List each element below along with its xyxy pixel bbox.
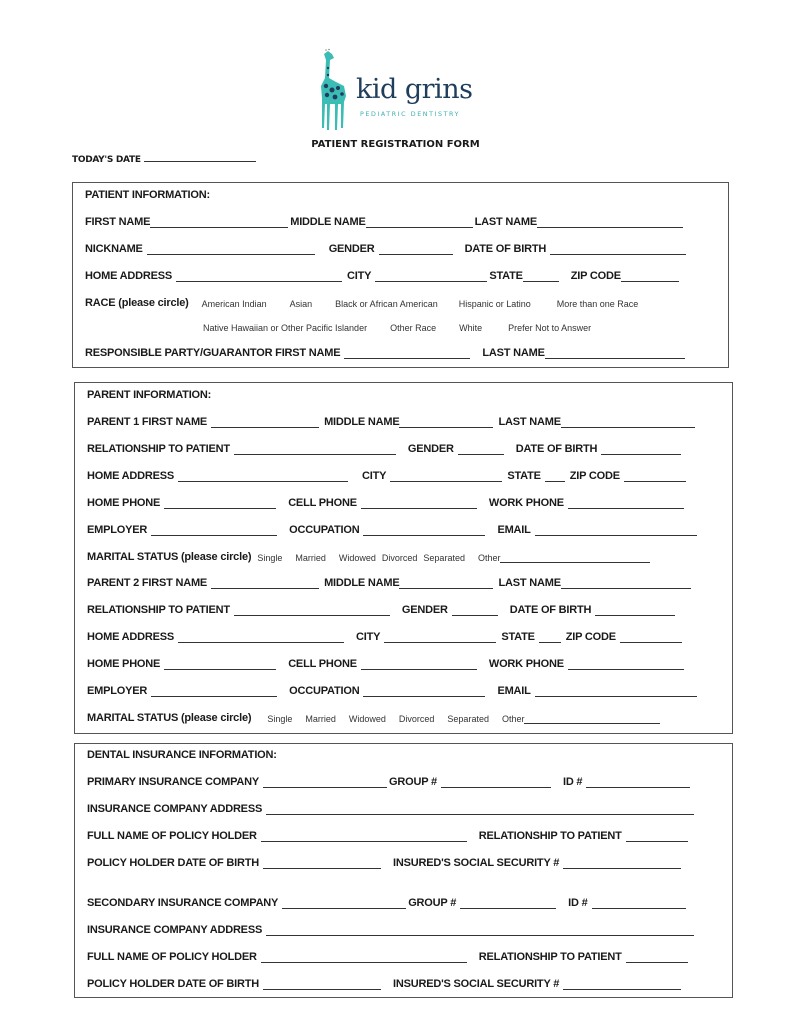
parent2-zip-label: ZIP CODE: [565, 631, 616, 643]
city-field[interactable]: [375, 271, 487, 282]
section-title: PATIENT INFORMATION:: [85, 189, 210, 201]
parent2-city-field[interactable]: [384, 632, 496, 643]
parent1-city-field[interactable]: [390, 471, 502, 482]
race-option[interactable]: American Indian: [201, 299, 267, 309]
primary-holder-dob-field[interactable]: [263, 858, 381, 869]
primary-policy-holder-field[interactable]: [261, 831, 467, 842]
todays-date-field[interactable]: [144, 153, 256, 162]
parent2-marital-other-field[interactable]: [524, 713, 660, 724]
todays-date-row: [72, 153, 256, 165]
form-title: PATIENT REGISTRATION FORM: [311, 139, 480, 150]
first-name-field[interactable]: [150, 217, 288, 228]
parent2-middle-name-field[interactable]: [399, 578, 493, 589]
parent1-home-address-label: HOME ADDRESS: [87, 470, 175, 482]
parent2-gender-label: GENDER: [401, 604, 448, 616]
secondary-id-label: ID #: [568, 897, 588, 909]
race-option[interactable]: Native Hawaiian or Other Pacific Islander: [203, 323, 368, 333]
parent2-occupation-field[interactable]: [363, 686, 485, 697]
guarantor-first-name-field[interactable]: [344, 348, 470, 359]
secondary-ssn-label: INSURED'S SOCIAL SECURITY #: [393, 978, 560, 990]
guarantor-last-name-label: LAST NAME: [482, 347, 545, 359]
marital-option[interactable]: Married: [305, 714, 336, 724]
primary-policy-holder-label: FULL NAME OF POLICY HOLDER: [87, 830, 257, 842]
parent2-city-label: CITY: [356, 631, 381, 643]
parent1-zip-label: ZIP CODE: [569, 470, 620, 482]
parent1-first-name-label: PARENT 1 FIRST NAME: [87, 416, 208, 428]
parent2-work-phone-field[interactable]: [568, 659, 684, 670]
secondary-holder-dob-field[interactable]: [263, 979, 381, 990]
parent2-dob-field[interactable]: [595, 605, 675, 616]
parent1-email-field[interactable]: [535, 525, 697, 536]
parent1-marital-other-field[interactable]: [500, 552, 650, 563]
parent2-cell-phone-label: CELL PHONE: [288, 658, 357, 670]
secondary-ssn-field[interactable]: [563, 979, 681, 990]
secondary-policy-holder-label: FULL NAME OF POLICY HOLDER: [87, 951, 257, 963]
secondary-company-address-label: INSURANCE COMPANY ADDRESS: [87, 924, 263, 936]
dob-label: DATE OF BIRTH: [464, 243, 547, 255]
todays-date-label: TODAY'S DATE: [72, 155, 141, 165]
city-label: CITY: [347, 270, 372, 282]
parent2-email-label: EMAIL: [497, 685, 531, 697]
primary-company-field[interactable]: [263, 777, 387, 788]
state-label: STATE: [489, 270, 523, 282]
gender-label: GENDER: [328, 243, 375, 255]
dob-field[interactable]: [550, 244, 686, 255]
state-field[interactable]: [523, 271, 559, 282]
parent1-marital-label: MARITAL STATUS (please circle): [87, 551, 252, 563]
parent1-first-name-field[interactable]: [211, 417, 319, 428]
marital-option[interactable]: Single: [267, 714, 293, 724]
parent1-cell-phone-label: CELL PHONE: [288, 497, 357, 509]
middle-name-field[interactable]: [366, 217, 473, 228]
parent2-email-field[interactable]: [535, 686, 697, 697]
primary-group-label: GROUP #: [389, 776, 437, 788]
marital-option[interactable]: Other: [477, 553, 501, 563]
primary-ssn-label: INSURED'S SOCIAL SECURITY #: [393, 857, 560, 869]
secondary-company-field[interactable]: [282, 898, 406, 909]
marital-option[interactable]: Single: [257, 553, 283, 563]
parent1-city-label: CITY: [362, 470, 387, 482]
primary-group-field[interactable]: [441, 777, 551, 788]
race-option[interactable]: Black or African American: [335, 299, 438, 309]
parent1-last-name-field[interactable]: [561, 417, 695, 428]
parent2-dob-label: DATE OF BIRTH: [509, 604, 592, 616]
parent2-home-address-field[interactable]: [178, 632, 344, 643]
parent1-occupation-field[interactable]: [363, 525, 485, 536]
parent2-gender-field[interactable]: [452, 605, 498, 616]
parent2-first-name-field[interactable]: [211, 578, 319, 589]
marital-option[interactable]: Other: [501, 714, 525, 724]
middle-name-label: MIDDLE NAME: [290, 216, 366, 228]
marital-option[interactable]: Widowed: [348, 714, 386, 724]
secondary-id-field[interactable]: [592, 898, 686, 909]
parent1-employer-label: EMPLOYER: [87, 524, 148, 536]
parent2-middle-name-label: MIDDLE NAME: [324, 577, 400, 589]
parent1-relationship-label: RELATIONSHIP TO PATIENT: [87, 443, 230, 455]
primary-company-label: PRIMARY INSURANCE COMPANY: [87, 776, 260, 788]
parent2-relationship-label: RELATIONSHIP TO PATIENT: [87, 604, 230, 616]
parent2-first-name-label: PARENT 2 FIRST NAME: [87, 577, 208, 589]
parent1-home-phone-label: HOME PHONE: [87, 497, 161, 509]
parent2-work-phone-label: WORK PHONE: [488, 658, 564, 670]
primary-id-label: ID #: [562, 776, 583, 788]
parent2-last-name-field[interactable]: [561, 578, 691, 589]
race-option[interactable]: More than one Race: [556, 299, 639, 309]
parent1-work-phone-label: WORK PHONE: [488, 497, 564, 509]
parent2-occupation-label: OCCUPATION: [289, 685, 360, 697]
secondary-company-address-field[interactable]: [266, 925, 694, 936]
parent1-state-field[interactable]: [545, 471, 565, 482]
race-option[interactable]: Other Race: [390, 323, 437, 333]
race-option[interactable]: Prefer Not to Answer: [508, 323, 592, 333]
secondary-holder-dob-label: POLICY HOLDER DATE OF BIRTH: [87, 978, 260, 990]
guarantor-last-name-field[interactable]: [545, 348, 685, 359]
parent2-state-field[interactable]: [539, 632, 561, 643]
marital-option[interactable]: Separated: [423, 553, 465, 563]
parent2-home-phone-field[interactable]: [164, 659, 276, 670]
first-name-label: FIRST NAME: [85, 216, 151, 228]
secondary-group-label: GROUP #: [408, 897, 457, 909]
home-address-label: HOME ADDRESS: [85, 270, 173, 282]
kid-grins-logo: [318, 48, 478, 133]
zip-field[interactable]: [621, 271, 679, 282]
parent2-zip-field[interactable]: [620, 632, 682, 643]
marital-option[interactable]: Divorced: [381, 553, 418, 563]
parent1-employer-field[interactable]: [151, 525, 277, 536]
marital-option[interactable]: Separated: [447, 714, 489, 724]
race-option[interactable]: White: [459, 323, 483, 333]
secondary-group-field[interactable]: [460, 898, 556, 909]
secondary-company-label: SECONDARY INSURANCE COMPANY: [87, 897, 279, 909]
parent1-last-name-label: LAST NAME: [498, 416, 561, 428]
parent1-gender-field[interactable]: [458, 444, 504, 455]
secondary-relationship-label: RELATIONSHIP TO PATIENT: [478, 951, 622, 963]
gender-field[interactable]: [379, 244, 453, 255]
zip-label: ZIP CODE: [570, 270, 621, 282]
section-title: DENTAL INSURANCE INFORMATION:: [87, 749, 277, 761]
marital-option[interactable]: Married: [295, 553, 326, 563]
patient-information-section: [72, 182, 729, 368]
parent2-last-name-label: LAST NAME: [498, 577, 561, 589]
parent1-middle-name-field[interactable]: [399, 417, 493, 428]
parent2-state-label: STATE: [501, 631, 535, 643]
last-name-label: LAST NAME: [474, 216, 538, 228]
parent2-home-address-label: HOME ADDRESS: [87, 631, 175, 643]
primary-holder-dob-label: POLICY HOLDER DATE OF BIRTH: [87, 857, 260, 869]
guarantor-first-name-label: RESPONSIBLE PARTY/GUARANTOR FIRST NAME: [85, 347, 341, 359]
parent1-dob-label: DATE OF BIRTH: [515, 443, 598, 455]
nickname-label: NICKNAME: [85, 243, 143, 255]
parent1-zip-field[interactable]: [624, 471, 686, 482]
last-name-field[interactable]: [537, 217, 683, 228]
parent1-gender-label: GENDER: [407, 443, 454, 455]
brand-tagline: PEDIATRIC DENTISTRY: [360, 111, 461, 118]
dental-insurance-section: [74, 743, 733, 998]
parent2-cell-phone-field[interactable]: [361, 659, 477, 670]
race-option[interactable]: Asian: [289, 299, 313, 309]
home-address-field[interactable]: [176, 271, 342, 282]
parent1-state-label: STATE: [507, 470, 541, 482]
parent2-home-phone-label: HOME PHONE: [87, 658, 161, 670]
section-title: PARENT INFORMATION:: [87, 389, 212, 401]
giraffe-icon: [318, 48, 358, 133]
parent1-home-address-field[interactable]: [178, 471, 348, 482]
marital-option[interactable]: Divorced: [398, 714, 435, 724]
parent1-occupation-label: OCCUPATION: [289, 524, 360, 536]
secondary-relationship-field[interactable]: [626, 952, 688, 963]
parent2-relationship-field[interactable]: [234, 605, 390, 616]
race-label: RACE (please circle): [85, 297, 189, 309]
brand-name: kid grins: [356, 74, 473, 105]
primary-company-address-label: INSURANCE COMPANY ADDRESS: [87, 803, 263, 815]
primary-relationship-label: RELATIONSHIP TO PATIENT: [478, 830, 622, 842]
parent1-work-phone-field[interactable]: [568, 498, 684, 509]
primary-company-address-field[interactable]: [266, 804, 694, 815]
marital-option[interactable]: Widowed: [338, 553, 376, 563]
secondary-policy-holder-field[interactable]: [261, 952, 467, 963]
race-option[interactable]: Hispanic or Latino: [458, 299, 531, 309]
primary-id-field[interactable]: [586, 777, 690, 788]
nickname-field[interactable]: [147, 244, 315, 255]
primary-ssn-field[interactable]: [563, 858, 681, 869]
parent1-email-label: EMAIL: [497, 524, 531, 536]
parent1-relationship-field[interactable]: [234, 444, 396, 455]
parent1-cell-phone-field[interactable]: [361, 498, 477, 509]
parent2-employer-label: EMPLOYER: [87, 685, 148, 697]
parent2-employer-field[interactable]: [151, 686, 277, 697]
parent1-middle-name-label: MIDDLE NAME: [324, 416, 400, 428]
parent-information-section: [74, 382, 733, 734]
primary-relationship-field[interactable]: [626, 831, 688, 842]
parent1-dob-field[interactable]: [601, 444, 681, 455]
parent1-home-phone-field[interactable]: [164, 498, 276, 509]
parent2-marital-label: MARITAL STATUS (please circle): [87, 712, 252, 724]
